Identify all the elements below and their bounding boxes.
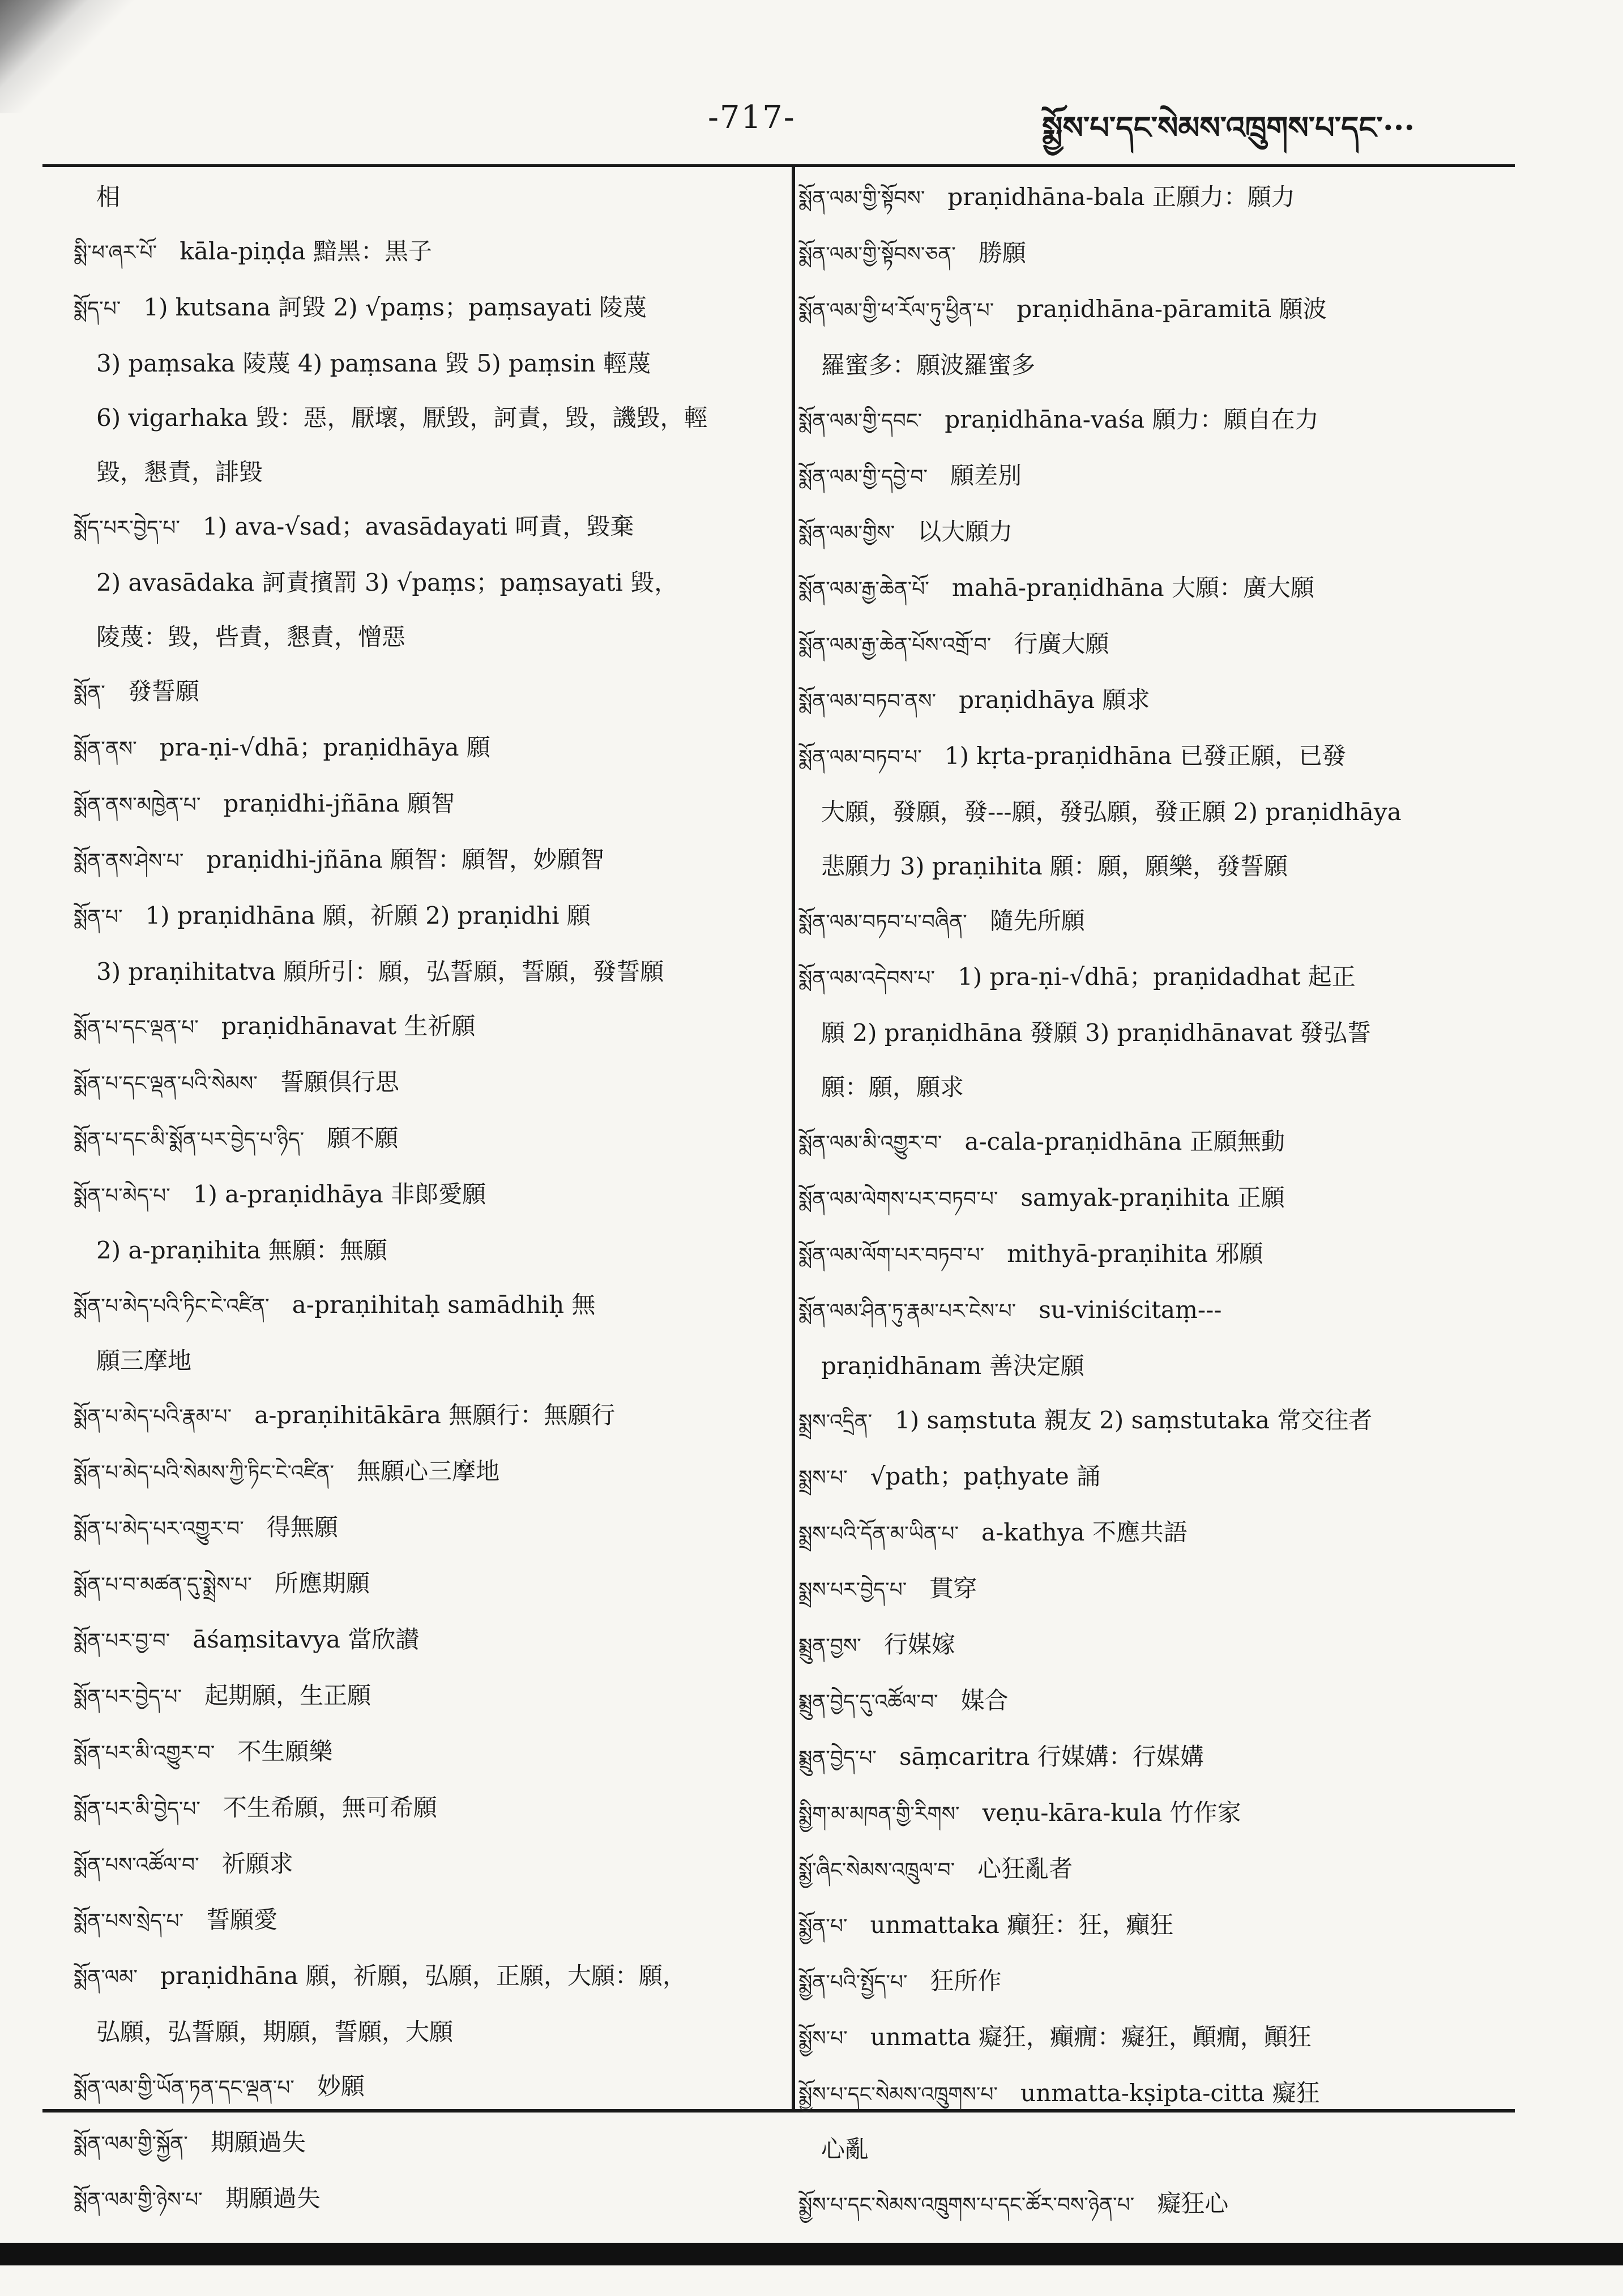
entry-tibetan: སྨོད་པ་ bbox=[74, 297, 121, 321]
entry-tibetan: སྨོད་པར་བྱེད་པ་ bbox=[74, 517, 180, 540]
entry-definition: a-praṇihitākāra 無願行：無願行 bbox=[254, 1401, 616, 1429]
entry-definition: 期願過失 bbox=[225, 2184, 321, 2212]
entry-tibetan: སྨོན་ལམ་གྱི་ཉེས་པ་ bbox=[74, 2188, 203, 2212]
entry-definition: pra-ṇi-√dhā；praṇidhāya 願 bbox=[159, 733, 490, 761]
dictionary-entry bbox=[74, 1334, 804, 1388]
dictionary-entry bbox=[74, 391, 804, 445]
entry-tibetan: སྨོན་པ་མེད་པའི་ཏིང་ངེ་འཛིན་ bbox=[74, 1295, 270, 1318]
dictionary-entry bbox=[74, 1111, 804, 1167]
dictionary-entry bbox=[798, 1227, 1529, 1283]
entry-definition: a-praṇihitaḥ samādhiḥ 無 bbox=[292, 1291, 596, 1318]
entry-definition: 行廣大願 bbox=[1014, 630, 1109, 658]
entry-definition: su-viniścitaṃ--- bbox=[1039, 1296, 1222, 1324]
dictionary-entry bbox=[798, 282, 1529, 338]
entry-tibetan: སྨོན་པར་མི་འགྱུར་བ་ bbox=[74, 1742, 215, 1765]
dictionary-entry bbox=[74, 1949, 804, 2005]
right-column bbox=[798, 170, 1529, 2233]
entry-tibetan: སྨོན་ལམ་འདེབས་པ་ bbox=[798, 967, 936, 990]
dictionary-entry bbox=[798, 2122, 1529, 2176]
entry-definition: √path；paṭhyate 誦 bbox=[870, 1462, 1101, 1490]
dictionary-entry bbox=[798, 1730, 1529, 1786]
dictionary-entry bbox=[74, 1055, 804, 1111]
entry-definition: sāṃcaritra 行媒媾：行媒媾 bbox=[899, 1743, 1204, 1770]
entry-definition: praṇidhi-jñāna 願智 bbox=[223, 789, 455, 817]
dictionary-entry bbox=[798, 1842, 1529, 1898]
page-number: -717- bbox=[708, 99, 796, 136]
entry-definition: 期願過失 bbox=[210, 2128, 306, 2156]
entry-tibetan: སྨོན་པ་མེད་པའི་རྣམ་པ་ bbox=[74, 1405, 232, 1428]
dictionary-entry bbox=[798, 1954, 1529, 2010]
entry-tibetan: སྨྲས་འདྲིན་ bbox=[798, 1410, 873, 1433]
dictionary-entry bbox=[74, 1612, 804, 1668]
entry-definition: 心亂 bbox=[821, 2135, 869, 2163]
scan-edge-band bbox=[0, 2243, 1623, 2265]
dictionary-entry bbox=[74, 1500, 804, 1556]
entry-definition: 6) vigarhaka 毀：惡，厭壞，厭毀，訶責，毀，譏毀，輕 bbox=[96, 404, 708, 432]
entry-tibetan: སྨོན་ལམ་གྱི་དབང་ bbox=[798, 409, 922, 433]
entry-definition: 陵蔑：毀，呰責，懇責，憎惡 bbox=[96, 623, 406, 651]
dictionary-entry bbox=[798, 449, 1529, 505]
entry-definition: praṇidhāna-pāramitā 願波 bbox=[1016, 295, 1327, 323]
dictionary-entry bbox=[798, 226, 1529, 282]
entry-definition: 相 bbox=[96, 183, 121, 211]
dictionary-entry bbox=[74, 999, 804, 1055]
entry-tibetan: སྨོན་པར་བྱ་བ་ bbox=[74, 1629, 170, 1653]
entry-tibetan: སྨོན་པས་འཚོལ་བ་ bbox=[74, 1854, 199, 1877]
entry-definition: 不生希願，無可希願 bbox=[223, 1794, 437, 1821]
entry-tibetan: སྨོན་ལམ་ bbox=[74, 1966, 138, 1989]
entry-tibetan: སྨོན་པ་ bbox=[74, 906, 123, 929]
entry-tibetan: སྨྲས་པའི་དོན་མ་ཡིན་པ་ bbox=[798, 1522, 959, 1546]
entry-tibetan: སྨོན་པར་མི་བྱེད་པ་ bbox=[74, 1798, 200, 1821]
entry-definition: praṇidhāya 願求 bbox=[959, 686, 1150, 714]
entry-definition: 願差別 bbox=[950, 462, 1022, 489]
dictionary-entry bbox=[798, 1283, 1529, 1339]
entry-definition: 願 2) praṇidhāna 發願 3) praṇidhānavat 發弘誓 bbox=[821, 1019, 1372, 1047]
entry-definition: samyak-praṇihita 正願 bbox=[1020, 1184, 1285, 1211]
dictionary-entry bbox=[74, 2171, 804, 2227]
entry-definition: praṇidhānam 善決定願 bbox=[821, 1352, 1084, 1380]
entry-tibetan: སྨོན་པ་དང་ལྡན་པའི་སེམས་ bbox=[74, 1072, 258, 1095]
entry-definition: a-kathya 不應共語 bbox=[981, 1518, 1188, 1546]
dictionary-entry bbox=[74, 2005, 804, 2059]
entry-definition: 毀，懇責，誹毀 bbox=[96, 458, 263, 486]
entry-tibetan: སྨྲས་པར་བྱེད་པ་ bbox=[798, 1578, 907, 1602]
entry-definition: 妙願 bbox=[317, 2072, 365, 2100]
entry-definition: 媒合 bbox=[960, 1687, 1009, 1714]
dictionary-entry bbox=[74, 2115, 804, 2171]
dictionary-entry bbox=[798, 2066, 1529, 2122]
dictionary-entry bbox=[798, 561, 1529, 617]
dictionary-entry bbox=[74, 1781, 804, 1837]
entry-definition: 無願心三摩地 bbox=[357, 1457, 500, 1485]
entry-definition: mithyā-praṇihita 邪願 bbox=[1007, 1240, 1263, 1268]
dictionary-entry bbox=[74, 556, 804, 610]
dictionary-entry bbox=[798, 2010, 1529, 2066]
dictionary-entry bbox=[798, 729, 1529, 785]
entry-definition: 行媒嫁 bbox=[883, 1631, 955, 1658]
entry-tibetan: སྨོན་ལམ་གྱིས་ bbox=[798, 522, 895, 545]
entry-tibetan: སྨྱོས་པ་དང་སེམས་འཁྲུགས་པ་ bbox=[798, 2083, 998, 2106]
entry-definition: 1) pra-ṇi-√dhā；praṇidadhat 起正 bbox=[958, 963, 1356, 991]
dictionary-entry bbox=[74, 445, 804, 500]
dictionary-entry bbox=[798, 1786, 1529, 1842]
entry-tibetan: སྨོན་པས་སྲེད་པ་ bbox=[74, 1910, 184, 1933]
entry-tibetan: སྨྲུན་བྱེད་དུ་འཚོལ་བ་ bbox=[798, 1691, 938, 1714]
dictionary-entry bbox=[798, 673, 1529, 729]
dictionary-entry bbox=[798, 1060, 1529, 1115]
dictionary-entry bbox=[798, 1115, 1529, 1171]
entry-definition: 1) saṃstuta 親友 2) saṃstutaka 常交往者 bbox=[895, 1406, 1373, 1434]
entry-definition: unmatta-kṣipta-citta 癡狂 bbox=[1020, 2079, 1320, 2107]
entry-tibetan: སྨོན་ནས་མཁྱེན་པ་ bbox=[74, 793, 201, 817]
dictionary-entry bbox=[74, 280, 804, 336]
dictionary-entry bbox=[74, 170, 804, 224]
dictionary-entry bbox=[74, 500, 804, 556]
entry-definition: veṇu-kāra-kula 竹作家 bbox=[982, 1799, 1241, 1826]
dictionary-entry bbox=[74, 776, 804, 833]
entry-definition: 所應期願 bbox=[274, 1569, 370, 1597]
entry-tibetan: སྨྱོས་པ་ bbox=[798, 2027, 848, 2050]
entry-tibetan: སྨོན་པར་བྱེད་པ་ bbox=[74, 1685, 182, 1709]
entry-definition: praṇidhāna 願，祈願，弘願，正願，大願：願， bbox=[160, 1962, 686, 1990]
entry-tibetan: སྨོན་ལམ་གྱི་ཕ་རོལ་ཏུ་ཕྱིན་པ་ bbox=[798, 299, 994, 322]
dictionary-entry bbox=[74, 1223, 804, 1278]
entry-tibetan: སྨྲས་པ་ bbox=[798, 1466, 848, 1490]
entry-tibetan: སྨོན་ལམ་རྒྱ་ཆེན་པོ་ bbox=[798, 578, 929, 601]
dictionary-entry bbox=[798, 170, 1529, 226]
entry-definition: praṇidhāna-vaśa 願力：願自在力 bbox=[945, 406, 1319, 433]
entry-tibetan: སྨོན་ནས་ bbox=[74, 737, 137, 761]
entry-definition: 貫穿 bbox=[929, 1574, 977, 1602]
dictionary-entry bbox=[74, 720, 804, 776]
dictionary-entry bbox=[798, 1505, 1529, 1561]
dictionary-entry bbox=[74, 1444, 804, 1500]
entry-definition: 1) praṇidhāna 願，祈願 2) praṇidhi 願 bbox=[145, 902, 591, 929]
entry-definition: 隨先所願 bbox=[989, 907, 1085, 934]
dictionary-entry bbox=[798, 1393, 1529, 1449]
entry-definition: mahā-praṇidhāna 大願：廣大願 bbox=[951, 574, 1314, 601]
entry-tibetan: སྨོན་པ་དང་མི་སྨོན་པར་བྱེད་པ་ཉིད་ bbox=[74, 1128, 305, 1151]
dictionary-entry bbox=[798, 338, 1529, 392]
dictionary-entry bbox=[798, 1898, 1529, 1954]
dictionary-entry bbox=[74, 2059, 804, 2115]
entry-tibetan: སྨོན་པ་མེད་པའི་སེམས་ཀྱི་ཏིང་ངེ་འཛིན་ bbox=[74, 1461, 335, 1484]
dictionary-entry bbox=[798, 505, 1529, 561]
scan-corner-shadow bbox=[0, 0, 147, 113]
entry-tibetan: སྨྲུན་བྱས་ bbox=[798, 1634, 861, 1658]
dictionary-entry bbox=[74, 1725, 804, 1781]
entry-definition: praṇidhānavat 生祈願 bbox=[221, 1012, 476, 1040]
entry-definition: unmattaka 癲狂：狂，癲狂 bbox=[870, 1911, 1174, 1939]
entry-tibetan: སྨོན་ལམ་ལོག་པར་བཏབ་པ་ bbox=[798, 1244, 985, 1267]
entry-tibetan: སྨོན་ལམ་བཏབ་ནས་ bbox=[798, 690, 937, 713]
entry-definition: 心狂亂者 bbox=[977, 1855, 1073, 1883]
entry-tibetan: སྨོན་པ་མེད་པ་ bbox=[74, 1184, 170, 1207]
dictionary-entry bbox=[74, 945, 804, 999]
dictionary-entry bbox=[74, 1668, 804, 1725]
dictionary-entry bbox=[74, 1556, 804, 1612]
entry-definition: 祈願求 bbox=[221, 1850, 293, 1877]
entry-tibetan: སྨོན་ལམ་རྒྱ་ཆེན་པོས་འགྲོ་བ་ bbox=[798, 634, 992, 657]
entry-definition: 願不願 bbox=[327, 1124, 399, 1152]
dictionary-entry bbox=[74, 1837, 804, 1893]
entry-definition: 以大願力 bbox=[917, 518, 1013, 545]
entry-definition: 不生願樂 bbox=[237, 1738, 333, 1765]
entry-definition: 3) paṃsaka 陵蔑 4) paṃsana 毀 5) paṃsin 輕蔑 bbox=[96, 349, 651, 377]
entry-definition: kāla-piṇḍa 黯黑：黒子 bbox=[180, 237, 433, 265]
entry-definition: 勝願 bbox=[978, 239, 1026, 267]
dictionary-entry bbox=[798, 1618, 1529, 1674]
entry-definition: āśaṃsitavya 當欣讃 bbox=[193, 1625, 420, 1653]
dictionary-entry bbox=[798, 1561, 1529, 1618]
entry-tibetan: སྨོན་ལམ་བཏབ་པ་བཞིན་ bbox=[798, 911, 967, 934]
entry-tibetan: སྨྱོན་པ་ bbox=[798, 1915, 848, 1938]
dictionary-entry bbox=[798, 1674, 1529, 1730]
dictionary-entry bbox=[798, 785, 1529, 839]
entry-definition: 誓願愛 bbox=[206, 1906, 278, 1934]
entry-definition: 癡狂心 bbox=[1157, 2190, 1229, 2217]
entry-definition: 願：願，願求 bbox=[821, 1073, 964, 1101]
entry-definition: 1) a-praṇidhāya 非郞愛願 bbox=[193, 1180, 486, 1208]
running-head: སྨྱོས་པ་དང་སེམས་འཁྲུགས་པ་དང་··· bbox=[1042, 109, 1415, 146]
entry-tibetan: སྨོན་ནས་ཤེས་པ་ bbox=[74, 850, 184, 873]
entry-definition: 起期願，生正願 bbox=[204, 1682, 371, 1709]
entry-definition: 發誓願 bbox=[127, 677, 199, 705]
entry-tibetan: སྨོན་ལམ་གྱི་སྐྱོན་ bbox=[74, 2132, 188, 2156]
dictionary-entry bbox=[798, 839, 1529, 894]
entry-definition: 弘願，弘誓願，期願，誓願，大願 bbox=[96, 2018, 454, 2046]
entry-tibetan: སྨོན་པ་མེད་པར་འགྱུར་བ་ bbox=[74, 1517, 244, 1540]
entry-tibetan: སྨོན་ལམ་ཤིན་ཏུ་རྣམ་པར་ངེས་པ་ bbox=[798, 1300, 1016, 1323]
entry-tibetan: སྨྱིག་མ་མཁན་གྱི་རིགས་ bbox=[798, 1803, 960, 1826]
dictionary-entry bbox=[798, 894, 1529, 950]
dictionary-entry bbox=[74, 336, 804, 391]
entry-definition: 1) ava-√sad；avasādayati 呵責，毀棄 bbox=[202, 513, 634, 540]
dictionary-entry bbox=[74, 610, 804, 664]
dictionary-entry bbox=[74, 1167, 804, 1223]
top-rule bbox=[42, 164, 1515, 167]
dictionary-entry bbox=[798, 1449, 1529, 1505]
dictionary-entry bbox=[798, 617, 1529, 673]
dictionary-entry bbox=[74, 833, 804, 889]
dictionary-entry bbox=[798, 392, 1529, 449]
entry-definition: 得無願 bbox=[266, 1513, 338, 1541]
entry-tibetan: སྨོན་པ་བ་མཚན་དུ་སྨྲེས་པ་ bbox=[74, 1573, 252, 1597]
dictionary-entry bbox=[74, 224, 804, 280]
left-column bbox=[74, 170, 804, 2227]
dictionary-entry bbox=[74, 1893, 804, 1949]
dictionary-entry bbox=[74, 664, 804, 720]
entry-definition: 2) a-praṇihita 無願：無願 bbox=[96, 1236, 387, 1264]
entry-tibetan: སྨོན་པ་དང་ལྡན་པ་ bbox=[74, 1016, 199, 1039]
entry-tibetan: སྨོན་ལམ་གྱི་སྟོབས་ཅན་ bbox=[798, 243, 956, 266]
entry-definition: 悲願力 3) praṇihita 願：願，願樂，發誓願 bbox=[821, 852, 1288, 880]
dictionary-entry bbox=[74, 889, 804, 945]
entry-definition: 3) praṇihitatva 願所引：願，弘誓願，誓願，發誓願 bbox=[96, 958, 664, 985]
entry-definition: praṇidhi-jñāna 願智：願智，妙願智 bbox=[206, 846, 605, 873]
entry-definition: 大願，發願，發---願，發弘願，發正願 2) praṇidhāya bbox=[821, 798, 1402, 826]
entry-definition: unmatta 癡狂，癲癇：癡狂，顚癇，顚狂 bbox=[870, 2023, 1312, 2051]
dictionary-entry bbox=[798, 2176, 1529, 2233]
entry-definition: 1) kṛta-praṇidhāna 已發正願，已發 bbox=[944, 742, 1346, 770]
entry-tibetan: སྨོན་ bbox=[74, 681, 105, 705]
entry-definition: praṇidhāna-bala 正願力：願力 bbox=[947, 183, 1295, 211]
entry-tibetan: སྨྲུན་བྱེད་པ་ bbox=[798, 1747, 877, 1770]
entry-definition: 願三摩地 bbox=[96, 1347, 192, 1375]
dictionary-entry bbox=[798, 1171, 1529, 1227]
entry-definition: 狂所作 bbox=[930, 1967, 1002, 1995]
dictionary-entry bbox=[798, 1006, 1529, 1060]
entry-definition: 誓願倶行思 bbox=[280, 1068, 399, 1096]
entry-tibetan: སྨོན་ལམ་མི་འགྱུར་བ་ bbox=[798, 1132, 942, 1155]
entry-tibetan: སྨི་ཕ་ཞར་པོ་ bbox=[74, 241, 157, 264]
entry-definition: 羅蜜多：願波羅蜜多 bbox=[821, 351, 1036, 379]
entry-tibetan: སྨོན་ལམ་གྱི་དབྱེ་བ་ bbox=[798, 466, 928, 489]
dictionary-entry bbox=[798, 1339, 1529, 1393]
entry-tibetan: སྨོན་ལམ་གྱི་ཡོན་ཏན་དང་ལྡན་པ་ bbox=[74, 2076, 294, 2099]
entry-tibetan: སྨོན་ལམ་ལེགས་པར་བཏབ་པ་ bbox=[798, 1188, 998, 1211]
entry-tibetan: སྨྱོ་ཞིང་སེམས་འཁྲུལ་བ་ bbox=[798, 1859, 955, 1882]
entry-definition: 2) avasādaka 訶責擯罰 3) √paṃs；paṃsayati 毀， bbox=[96, 569, 678, 596]
entry-definition: a-cala-praṇidhāna 正願無動 bbox=[964, 1128, 1285, 1155]
entry-tibetan: སྨྱོས་པ་དང་སེམས་འཁྲུགས་པ་དང་ཚོར་བས་ཉེན་པ་ bbox=[798, 2193, 1135, 2217]
dictionary-entry bbox=[798, 950, 1529, 1006]
entry-tibetan: སྨོན་ལམ་བཏབ་པ་ bbox=[798, 746, 922, 769]
dictionary-entry bbox=[74, 1388, 804, 1444]
entry-tibetan: སྨོན་ལམ་གྱི་སྟོབས་ bbox=[798, 187, 925, 210]
entry-definition: 1) kutsana 訶毀 2) √paṃs；paṃsayati 陵蔑 bbox=[143, 293, 647, 321]
dictionary-entry bbox=[74, 1278, 804, 1334]
entry-tibetan: སྨྱོན་པའི་སྤྱོད་པ་ bbox=[798, 1971, 908, 1994]
